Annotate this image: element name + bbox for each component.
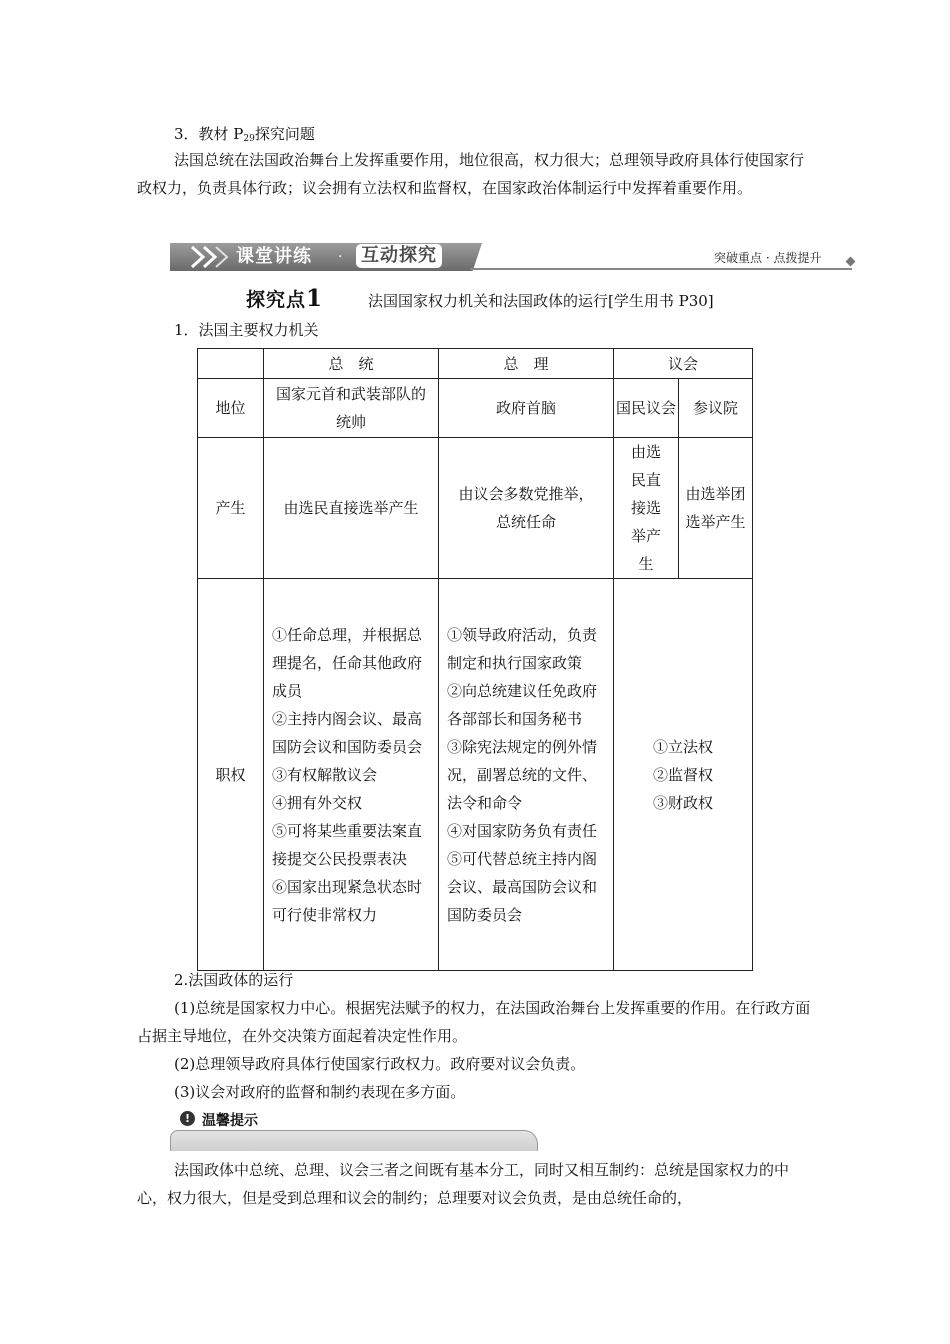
power-item: ④对国家防务负有责任: [447, 821, 598, 840]
powers-president: [264, 579, 439, 971]
banner-dot: ·: [338, 249, 343, 265]
powers-premier: [439, 579, 614, 971]
row-label-origin: 产生: [198, 438, 264, 579]
paragraph-1: (1)总统是国家权力中心。根据宪法赋予的权力，在法国政治舞台上发挥重要的作用。在行政方面占据主导地位，在外交决策方面起着决定性作用。: [137, 999, 811, 1045]
section-banner: [170, 241, 860, 273]
origin-national-assembly: 由选民直接选举产生: [614, 438, 679, 579]
section3-heading: 3．教材 $P_{29}$探究问题: [174, 125, 315, 144]
double-chevron-icon: [188, 245, 232, 269]
origin-senate: 由选举团选举产生: [679, 438, 753, 579]
power-item: ②向总统建议任免政府各部部长和国务秘书: [447, 681, 598, 728]
table-row-origin: [198, 438, 753, 579]
table-row-powers: [198, 579, 753, 971]
banner-title-1: 课堂讲练: [236, 246, 312, 267]
power-item: ④拥有外交权: [272, 793, 363, 812]
powers-parliament: [614, 579, 753, 971]
power-item: ⑤可代替总统主持内阁会议、最高国防会议和国防委员会: [447, 849, 598, 924]
national-assembly: 国民议会: [614, 379, 679, 438]
power-item: ②主持内阁会议、最高国防会议和国防委员会: [272, 709, 423, 756]
paragraph-3: (3)议会对政府的监督和制约表现在多方面。: [174, 1083, 466, 1101]
tip-bar: [170, 1130, 538, 1151]
power-item: ①任命总理，并根据总理提名，任命其他政府成员: [272, 625, 423, 700]
power-organs-table: [197, 348, 753, 971]
power-item: ①领导政府活动，负责制定和执行国家政策: [447, 625, 598, 672]
header-president: 总 统: [264, 349, 439, 379]
section3-paragraph: 法国总统在法国政治舞台上发挥重要作用，地位很高，权力很大；总理领导政府具体行使国家行政权力，负责具体行政；议会拥有立法权和监督权，在国家政治体制运行中发挥着重要作用。: [137, 151, 805, 197]
exclamation-icon: !: [180, 1111, 195, 1126]
power-item: ⑥国家出现紧急状态时可行使非常权力: [272, 877, 423, 924]
power-item: ③财政权: [652, 793, 713, 812]
power-item: ②监督权: [652, 765, 713, 784]
header-parliament: 议会: [614, 349, 753, 379]
origin-premier: 由议会多数党推举，总统任命: [439, 438, 614, 579]
table-corner-cell: [198, 349, 264, 379]
power-item: ⑤可将某些重要法案直接提交公民投票表决: [272, 821, 423, 868]
item-2-heading: 2.法国政体的运行: [174, 971, 294, 989]
row-label-powers: 职权: [198, 579, 264, 971]
banner-title-2: 互动探究: [356, 244, 442, 268]
status-premier: 政府首脑: [439, 379, 614, 438]
origin-president: 由选民直接选举产生: [264, 438, 439, 579]
power-item: ①立法权: [652, 737, 713, 756]
table-header-row: [198, 349, 753, 379]
row-label-status: 地位: [198, 379, 264, 438]
tip-paragraph: 法国政体中总统、总理、议会三者之间既有基本分工，同时又相互制约：总统是国家权力的中心，权力很大，但是受到总理和议会的制约；总理要对议会负责，是由总统任命的，: [137, 1161, 790, 1207]
header-premier: 总 理: [439, 349, 614, 379]
power-item: ③除宪法规定的例外情况，副署总统的文件、法令和命令: [447, 737, 598, 812]
senate: 参议院: [679, 379, 753, 438]
item-1-heading: 1．法国主要权力机关: [174, 321, 319, 339]
paragraph-2: (2)总理领导政府具体行使国家行政权力。政府要对议会负责。: [174, 1055, 586, 1073]
diamond-icon: [846, 257, 856, 267]
table-row-status: [198, 379, 753, 438]
tip-label: 温馨提示: [202, 1113, 258, 1129]
explore-point-title: 法国国家权力机关和法国政体的运行[学生用书 P30]: [368, 292, 714, 310]
status-president: 国家元首和武装部队的统帅: [264, 379, 439, 438]
banner-divider: [470, 268, 852, 270]
banner-subtitle: 突破重点 · 点拨提升: [714, 251, 822, 265]
power-item: ③有权解散议会: [272, 765, 378, 784]
explore-point-label: 探究点1: [246, 285, 324, 312]
